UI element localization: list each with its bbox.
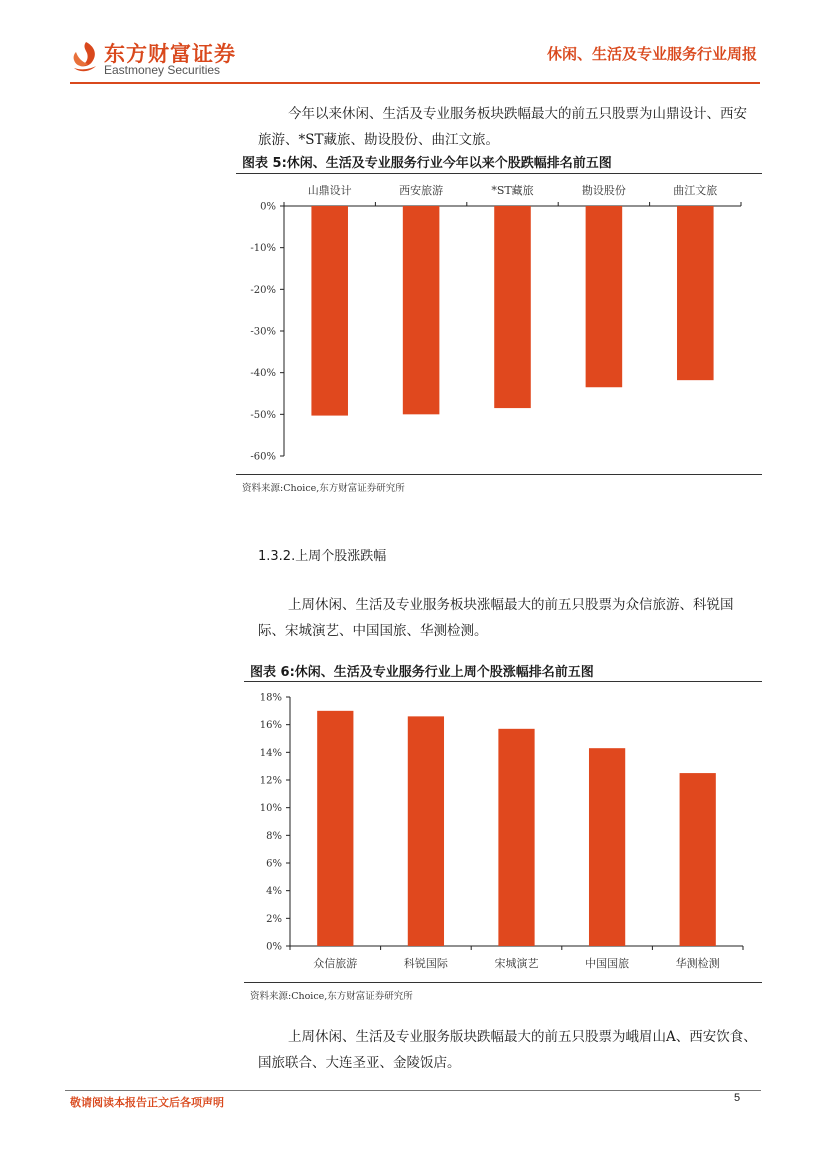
bar (677, 206, 714, 380)
paragraph-weekly-gainers (258, 592, 760, 644)
y-tick-label: -50% (250, 409, 276, 421)
figure6-title: 图表 6:休闲、生活及专业服务行业上周个股涨幅排名前五图 (250, 665, 594, 680)
paragraph-intro (258, 101, 760, 153)
category-label: 宋城演艺 (494, 957, 539, 970)
figure6-bottom-rule (244, 982, 762, 983)
y-tick-label: 14% (259, 747, 282, 759)
bar (680, 773, 716, 946)
paragraph-weekly-losers (258, 1024, 760, 1076)
figure5-bar-chart (236, 174, 762, 474)
bar (317, 711, 353, 946)
y-tick-label: 8% (266, 830, 282, 842)
bar (311, 206, 348, 416)
category-label: 山鼎设计 (307, 184, 352, 197)
category-label: 中国国旅 (585, 957, 630, 970)
figure6-source: 资料来源:Choice,东方财富证券研究所 (250, 991, 413, 1002)
paragraph-text: 今年以来休闲、生活及专业服务板块跌幅最大的前五只股票为山鼎设计、西安旅游、*ST藏旅、勘设股份、曲江文旅。 (258, 106, 747, 148)
y-tick-label: -10% (250, 243, 276, 255)
paragraph-text: 上周休闲、生活及专业服务板块涨幅最大的前五只股票为众信旅游、科锐国际、宋城演艺、中国国旅、华测检测。 (258, 597, 734, 639)
y-tick-label: -40% (250, 368, 276, 380)
y-tick-label: 0% (266, 941, 282, 953)
page-number: 5 (734, 1092, 741, 1104)
figure5-title: 图表 5:休闲、生活及专业服务行业今年以来个股跌幅排名前五图 (242, 156, 612, 171)
category-label: 华测检测 (675, 957, 720, 970)
report-title: 休闲、生活及专业服务行业周报 (546, 45, 757, 63)
y-tick-label: 4% (266, 886, 282, 898)
category-label: 科锐国际 (403, 957, 448, 970)
figure5-source: 资料来源:Choice,东方财富证券研究所 (242, 483, 405, 494)
footer-divider (65, 1090, 761, 1091)
category-label: 西安旅游 (399, 184, 444, 197)
bar (589, 748, 625, 946)
category-label: 曲江文旅 (673, 184, 718, 197)
y-tick-label: -60% (250, 451, 276, 463)
bar (586, 206, 623, 387)
bar (494, 206, 531, 408)
bar (408, 716, 444, 946)
y-tick-label: 18% (259, 692, 282, 704)
y-tick-label: 6% (266, 858, 282, 870)
section-heading: 1.3.2.上周个股涨跌幅 (258, 549, 387, 564)
y-tick-label: 12% (259, 775, 282, 787)
category-label: *ST藏旅 (491, 184, 534, 197)
y-tick-label: -20% (250, 284, 276, 296)
y-tick-label: 16% (259, 720, 282, 732)
category-label: 众信旅游 (313, 957, 358, 970)
figure5-bottom-rule (236, 474, 762, 475)
y-tick-label: 10% (259, 803, 282, 815)
logo-chinese-name: 东方财富证券 (104, 42, 236, 66)
y-tick-label: 0% (260, 201, 276, 213)
bar (498, 729, 534, 946)
bar (403, 206, 440, 414)
logo-english-name: Eastmoney Securities (104, 63, 221, 77)
y-tick-label: 2% (266, 913, 282, 925)
figure6-bar-chart (244, 682, 762, 982)
header-divider (70, 82, 760, 84)
eastmoney-logo-icon (70, 40, 102, 74)
category-label: 勘设股份 (581, 184, 626, 197)
footer-disclaimer: 敬请阅读本报告正文后各项声明 (70, 1096, 224, 1109)
y-tick-label: -30% (250, 326, 276, 338)
paragraph-text: 上周休闲、生活及专业服务版块跌幅最大的前五只股票为峨眉山A、西安饮食、国旅联合、大连圣亚、金陵饭店。 (258, 1029, 757, 1071)
